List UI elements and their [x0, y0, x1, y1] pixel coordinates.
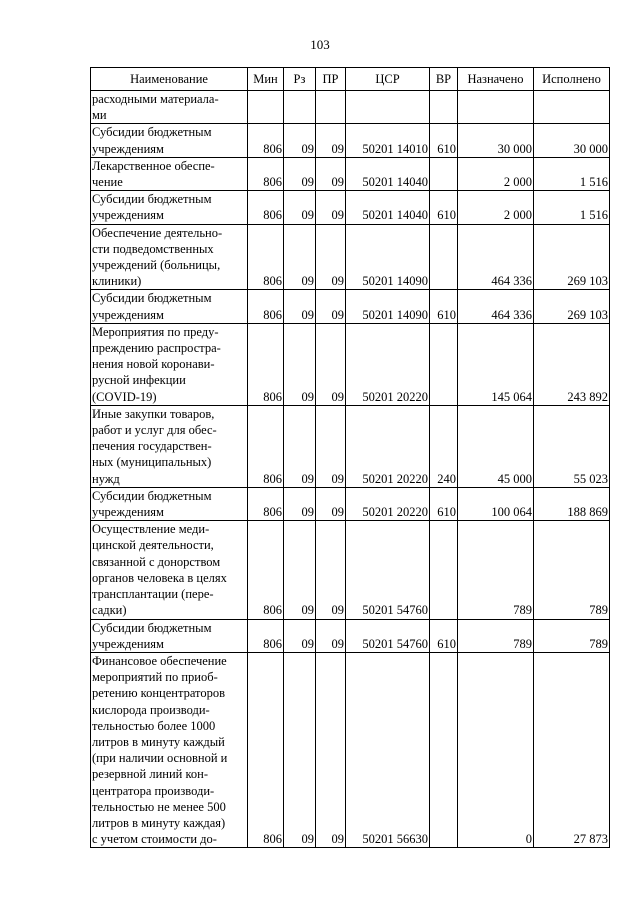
table-header-row: [91, 68, 610, 91]
table-row: [91, 124, 610, 157]
cell-name: Лекарственное обеспе- чение: [91, 157, 248, 190]
cell-rz: 09: [284, 224, 316, 290]
cell-name: расходными материала- ми: [91, 91, 248, 124]
cell-pr: 09: [316, 405, 346, 487]
cell-csr: 50201 54760: [346, 619, 430, 652]
cell-vr: 610: [430, 290, 458, 323]
cell-executed: 27 873: [534, 652, 610, 847]
cell-executed: 188 869: [534, 487, 610, 520]
cell-csr: [346, 91, 430, 124]
cell-assigned: 789: [458, 521, 534, 619]
cell-csr: 50201 20220: [346, 405, 430, 487]
table-row: [91, 290, 610, 323]
header-min: Мин: [248, 68, 284, 91]
cell-min: 806: [248, 521, 284, 619]
cell-executed: 55 023: [534, 405, 610, 487]
cell-csr: 50201 14010: [346, 124, 430, 157]
cell-executed: 243 892: [534, 323, 610, 405]
cell-min: 806: [248, 157, 284, 190]
cell-name: Мероприятия по преду- преждению распростра- нения новой коронави- русной инфекции (COVID-19): [91, 323, 248, 405]
cell-min: 806: [248, 224, 284, 290]
cell-min: 806: [248, 191, 284, 224]
header-rz: Рз: [284, 68, 316, 91]
cell-min: 806: [248, 290, 284, 323]
cell-csr: 50201 20220: [346, 323, 430, 405]
cell-rz: 09: [284, 487, 316, 520]
cell-executed: 269 103: [534, 224, 610, 290]
cell-executed: 30 000: [534, 124, 610, 157]
cell-rz: 09: [284, 405, 316, 487]
cell-min: 806: [248, 124, 284, 157]
cell-vr: [430, 157, 458, 190]
cell-name: Субсидии бюджетным учреждениям: [91, 487, 248, 520]
cell-pr: 09: [316, 124, 346, 157]
cell-assigned: 464 336: [458, 224, 534, 290]
cell-assigned: 0: [458, 652, 534, 847]
cell-vr: [430, 652, 458, 847]
cell-rz: [284, 91, 316, 124]
cell-csr: 50201 14040: [346, 191, 430, 224]
cell-pr: 09: [316, 224, 346, 290]
cell-vr: 240: [430, 405, 458, 487]
cell-csr: 50201 56630: [346, 652, 430, 847]
cell-name: Субсидии бюджетным учреждениям: [91, 124, 248, 157]
cell-csr: 50201 14090: [346, 290, 430, 323]
cell-vr: 610: [430, 619, 458, 652]
cell-csr: 50201 14090: [346, 224, 430, 290]
cell-assigned: [458, 91, 534, 124]
cell-assigned: 100 064: [458, 487, 534, 520]
cell-pr: 09: [316, 191, 346, 224]
cell-executed: 1 516: [534, 191, 610, 224]
cell-rz: 09: [284, 521, 316, 619]
cell-assigned: 45 000: [458, 405, 534, 487]
cell-min: 806: [248, 405, 284, 487]
cell-rz: 09: [284, 619, 316, 652]
cell-rz: 09: [284, 323, 316, 405]
cell-rz: 09: [284, 191, 316, 224]
cell-min: 806: [248, 487, 284, 520]
cell-assigned: 789: [458, 619, 534, 652]
cell-csr: 50201 54760: [346, 521, 430, 619]
cell-min: [248, 91, 284, 124]
table-row: [91, 619, 610, 652]
cell-csr: 50201 20220: [346, 487, 430, 520]
budget-table: [90, 67, 610, 848]
cell-min: 806: [248, 652, 284, 847]
cell-name: Обеспечение деятельно- сти подведомственных учреждений (больницы, клиники): [91, 224, 248, 290]
cell-pr: 09: [316, 521, 346, 619]
cell-executed: 269 103: [534, 290, 610, 323]
header-pr: ПР: [316, 68, 346, 91]
cell-pr: 09: [316, 487, 346, 520]
cell-rz: 09: [284, 157, 316, 190]
table-row: [91, 405, 610, 487]
cell-executed: 789: [534, 619, 610, 652]
cell-vr: 610: [430, 124, 458, 157]
cell-min: 806: [248, 619, 284, 652]
cell-rz: 09: [284, 124, 316, 157]
table-row: [91, 521, 610, 619]
header-name: Наименование: [91, 68, 248, 91]
cell-pr: 09: [316, 290, 346, 323]
table-row: [91, 91, 610, 124]
cell-assigned: 145 064: [458, 323, 534, 405]
cell-pr: 09: [316, 652, 346, 847]
cell-assigned: 2 000: [458, 157, 534, 190]
cell-pr: 09: [316, 157, 346, 190]
table-row: [91, 157, 610, 190]
header-assigned: Назначено: [458, 68, 534, 91]
cell-csr: 50201 14040: [346, 157, 430, 190]
cell-name: Субсидии бюджетным учреждениям: [91, 619, 248, 652]
cell-name: Иные закупки товаров, работ и услуг для обес- печения государствен- ных (муниципальных) нужд: [91, 405, 248, 487]
cell-pr: 09: [316, 619, 346, 652]
cell-name: Субсидии бюджетным учреждениям: [91, 191, 248, 224]
table-row: [91, 323, 610, 405]
cell-assigned: 2 000: [458, 191, 534, 224]
table-row: [91, 652, 610, 847]
cell-vr: [430, 323, 458, 405]
cell-name: Финансовое обеспечение мероприятий по приоб- ретению концентраторов кислорода производи- тельностью более 1000 литров в минуту каждый (при наличии основной и резервной линий кон- центратора производи- тельностью не менее 500 литров в минуту каждая) с учетом стоимости до-: [91, 652, 248, 847]
table-row: [91, 487, 610, 520]
cell-name: Субсидии бюджетным учреждениям: [91, 290, 248, 323]
cell-rz: 09: [284, 652, 316, 847]
cell-executed: 789: [534, 521, 610, 619]
header-executed: Исполнено: [534, 68, 610, 91]
cell-executed: [534, 91, 610, 124]
cell-pr: 09: [316, 323, 346, 405]
page-number: 103: [310, 37, 330, 52]
header-csr: ЦСР: [346, 68, 430, 91]
cell-rz: 09: [284, 290, 316, 323]
cell-vr: [430, 91, 458, 124]
cell-vr: 610: [430, 191, 458, 224]
cell-pr: [316, 91, 346, 124]
table-row: [91, 191, 610, 224]
cell-name: Осуществление меди- цинской деятельности, связанной с донорством органов человека в целях трансплантации (пере- садки): [91, 521, 248, 619]
cell-min: 806: [248, 323, 284, 405]
cell-vr: [430, 521, 458, 619]
cell-assigned: 30 000: [458, 124, 534, 157]
cell-assigned: 464 336: [458, 290, 534, 323]
cell-vr: 610: [430, 487, 458, 520]
table-row: [91, 224, 610, 290]
header-vr: ВР: [430, 68, 458, 91]
cell-vr: [430, 224, 458, 290]
cell-executed: 1 516: [534, 157, 610, 190]
